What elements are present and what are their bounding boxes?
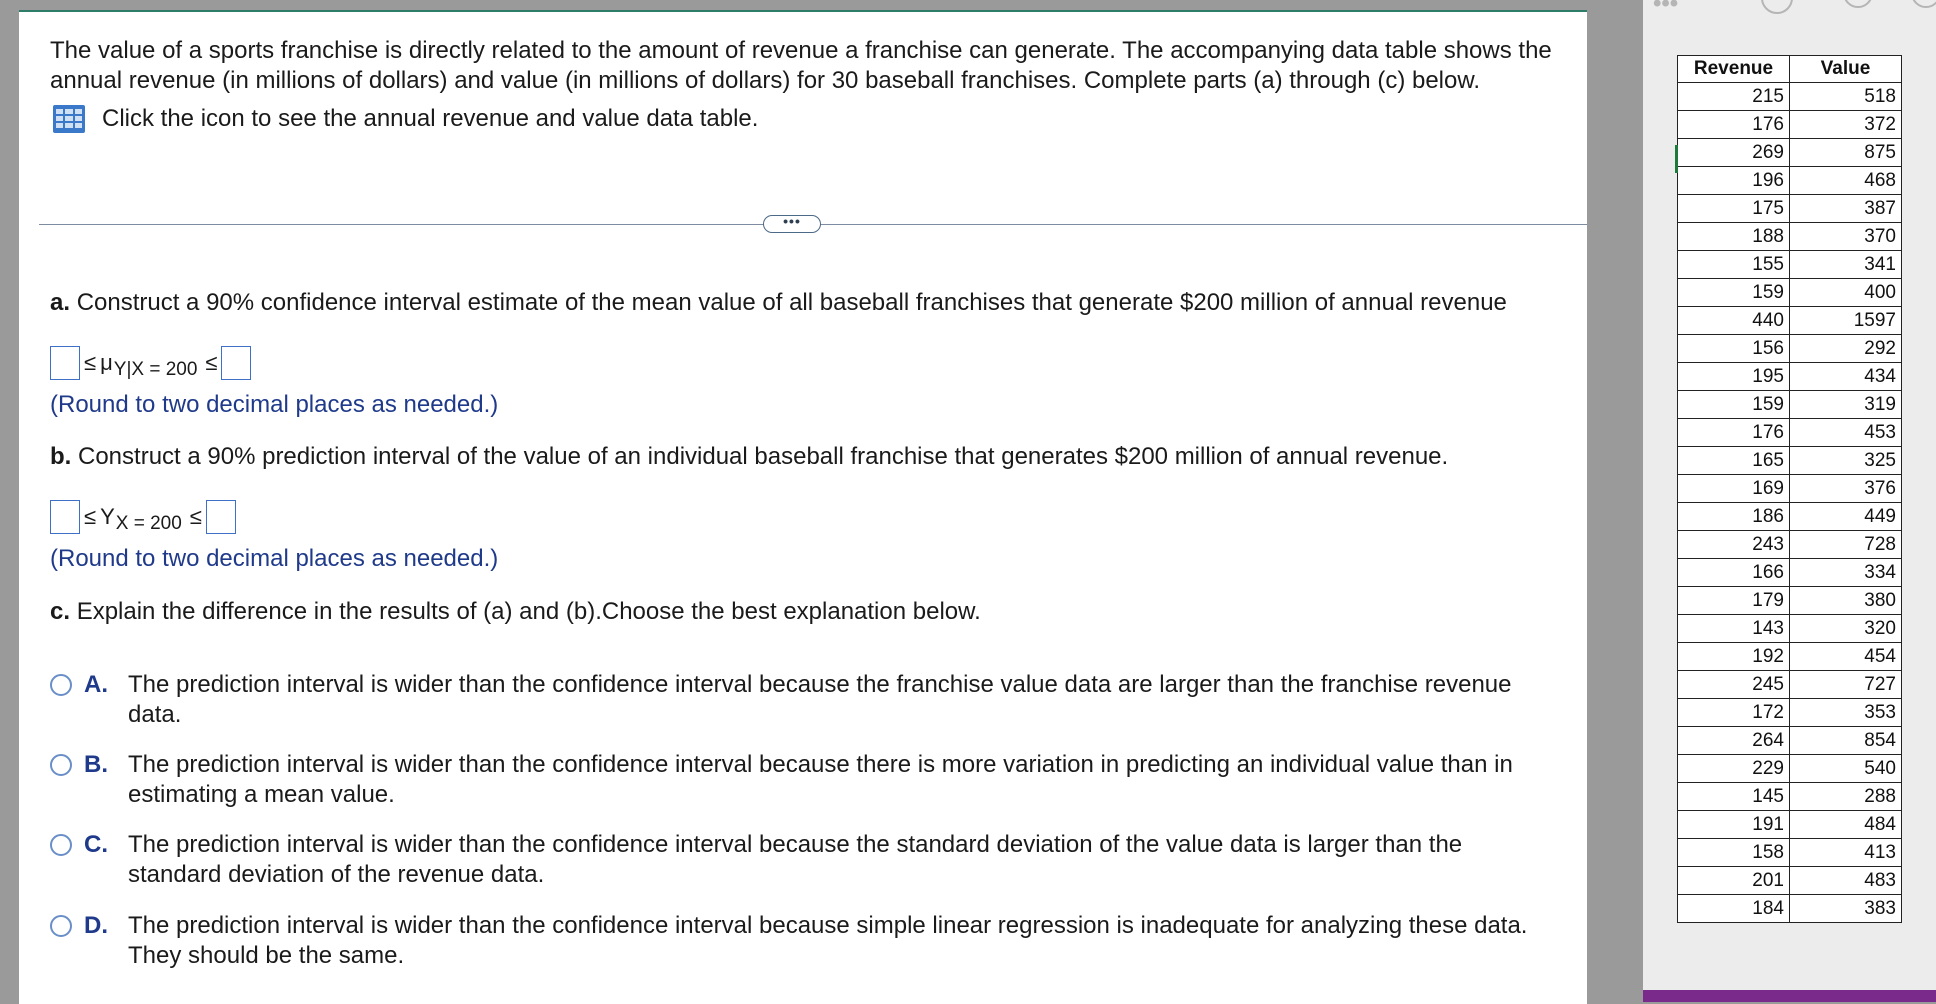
value-cell: 400 (1790, 279, 1902, 307)
option-c-radio[interactable] (50, 834, 72, 856)
revenue-cell: 155 (1678, 251, 1790, 279)
option-d[interactable] (50, 911, 1590, 971)
revenue-cell: 175 (1678, 195, 1790, 223)
part-b-text: Construct a 90% prediction interval of the value of an individual baseball franchise that generates $200 million of annual revenue. (78, 443, 1449, 470)
table-row (1678, 363, 1902, 391)
table-row (1678, 195, 1902, 223)
revenue-cell: 188 (1678, 223, 1790, 251)
value-cell: 325 (1790, 447, 1902, 475)
revenue-cell: 176 (1678, 111, 1790, 139)
option-a-text: The prediction interval is wider than the confidence interval because the franchise value data are larger than the franchise revenue data. (128, 671, 1512, 728)
revenue-cell: 191 (1678, 811, 1790, 839)
part-a-text: Construct a 90% confidence interval estimate of the mean value of all baseball franchises that generate $200 million of annual revenue (76, 289, 1507, 316)
table-row (1678, 223, 1902, 251)
value-cell: 434 (1790, 363, 1902, 391)
value-cell: 320 (1790, 615, 1902, 643)
table-body (1678, 83, 1902, 923)
revenue-cell: 172 (1678, 699, 1790, 727)
table-row (1678, 475, 1902, 503)
selected-row-marker (1675, 145, 1678, 173)
revenue-cell: 229 (1678, 755, 1790, 783)
option-d-text: The prediction interval is wider than the confidence interval because simple linear regression is inadequate for analyzing these data. They should be the same. (128, 912, 1528, 969)
value-cell: 727 (1790, 671, 1902, 699)
option-a-radio[interactable] (50, 674, 72, 696)
table-row (1678, 559, 1902, 587)
revenue-cell: 179 (1678, 587, 1790, 615)
value-cell: 334 (1790, 559, 1902, 587)
option-a-letter: A. (84, 671, 108, 698)
part-b-prompt (50, 442, 1448, 472)
revenue-cell: 165 (1678, 447, 1790, 475)
value-cell: 540 (1790, 755, 1902, 783)
table-row (1678, 391, 1902, 419)
table-row (1678, 587, 1902, 615)
value-cell: 483 (1790, 867, 1902, 895)
table-row (1678, 811, 1902, 839)
value-header: Value (1790, 56, 1902, 83)
part-b-lower-input[interactable] (50, 500, 80, 534)
search-icon[interactable] (1911, 0, 1936, 8)
zoom-icon[interactable] (1843, 0, 1873, 8)
revenue-cell: 184 (1678, 895, 1790, 923)
table-row (1678, 671, 1902, 699)
table-row (1678, 447, 1902, 475)
more-icon[interactable]: ••• (1653, 0, 1679, 17)
part-b-answer-row (50, 497, 236, 537)
table-row (1678, 251, 1902, 279)
value-cell: 370 (1790, 223, 1902, 251)
revenue-cell: 201 (1678, 867, 1790, 895)
option-b-letter: B. (84, 751, 108, 778)
value-cell: 387 (1790, 195, 1902, 223)
part-c-text: Explain the difference in the results of (a) and (b).Choose the best explanation below. (76, 598, 981, 625)
table-row (1678, 783, 1902, 811)
revenue-cell: 166 (1678, 559, 1790, 587)
table-row (1678, 643, 1902, 671)
value-cell: 854 (1790, 727, 1902, 755)
value-cell: 454 (1790, 643, 1902, 671)
revenue-cell: 176 (1678, 419, 1790, 447)
table-link-text[interactable]: Click the icon to see the annual revenue and value data table. (102, 105, 759, 132)
mu-symbol: μ (100, 350, 113, 375)
table-row (1678, 867, 1902, 895)
y-symbol: Y (100, 504, 115, 529)
revenue-cell: 195 (1678, 363, 1790, 391)
revenue-cell: 186 (1678, 503, 1790, 531)
question-intro: The value of a sports franchise is directly related to the amount of revenue a franchise can generate. The accompanying data table shows the annual revenue (in millions of dollars) and value (in millions of dollars) for 30 baseball franchises. Complete parts (a) through (c) below. (50, 37, 1552, 94)
data-table (1677, 55, 1902, 923)
revenue-cell: 192 (1678, 643, 1790, 671)
table-row (1678, 503, 1902, 531)
expand-ellipsis-button[interactable]: ••• (763, 215, 821, 233)
revenue-cell: 159 (1678, 279, 1790, 307)
info-icon[interactable] (1761, 0, 1793, 14)
revenue-cell: 215 (1678, 83, 1790, 111)
part-a-hint: (Round to two decimal places as needed.) (50, 391, 499, 418)
option-c-text: The prediction interval is wider than the confidence interval because the standard deviation of the value data is larger than the standard deviation of the revenue data. (128, 831, 1463, 888)
value-cell: 484 (1790, 811, 1902, 839)
le-symbol: ≤ (189, 504, 202, 529)
le-symbol: ≤ (84, 504, 97, 529)
table-row (1678, 615, 1902, 643)
table-row (1678, 111, 1902, 139)
value-cell: 376 (1790, 475, 1902, 503)
part-a-upper-input[interactable] (221, 346, 251, 380)
y-subscript: X = 200 (115, 513, 182, 534)
table-row (1678, 307, 1902, 335)
value-cell: 468 (1790, 167, 1902, 195)
value-cell: 288 (1790, 783, 1902, 811)
bottom-bar (1643, 990, 1936, 1002)
option-a[interactable] (50, 670, 1590, 730)
value-cell: 292 (1790, 335, 1902, 363)
revenue-cell: 156 (1678, 335, 1790, 363)
revenue-cell: 440 (1678, 307, 1790, 335)
table-row (1678, 167, 1902, 195)
table-row (1678, 531, 1902, 559)
revenue-cell: 243 (1678, 531, 1790, 559)
table-row (1678, 335, 1902, 363)
option-c-letter: C. (84, 831, 108, 858)
revenue-cell: 245 (1678, 671, 1790, 699)
table-row (1678, 279, 1902, 307)
option-d-radio[interactable] (50, 915, 72, 937)
value-cell: 319 (1790, 391, 1902, 419)
revenue-cell: 158 (1678, 839, 1790, 867)
option-b-text: The prediction interval is wider than the confidence interval because there is more variation in predicting an individual value than in estimating a mean value. (128, 751, 1513, 808)
value-cell: 380 (1790, 587, 1902, 615)
option-d-letter: D. (84, 912, 108, 939)
value-cell: 453 (1790, 419, 1902, 447)
value-cell: 518 (1790, 83, 1902, 111)
part-a-label: a. (50, 289, 71, 316)
part-b-upper-input[interactable] (206, 500, 236, 534)
part-a-lower-input[interactable] (50, 346, 80, 380)
value-cell: 413 (1790, 839, 1902, 867)
value-cell: 875 (1790, 139, 1902, 167)
value-cell: 372 (1790, 111, 1902, 139)
le-symbol: ≤ (205, 350, 218, 375)
table-header-row (1678, 56, 1902, 83)
table-row (1678, 727, 1902, 755)
window-gap (1587, 0, 1643, 1002)
revenue-cell: 159 (1678, 391, 1790, 419)
revenue-cell: 169 (1678, 475, 1790, 503)
table-row (1678, 83, 1902, 111)
option-c[interactable] (50, 830, 1590, 890)
table-row (1678, 139, 1902, 167)
table-grid-icon[interactable] (52, 104, 86, 134)
window-toolbar (1643, 0, 1936, 40)
revenue-cell: 264 (1678, 727, 1790, 755)
part-c-label: c. (50, 598, 71, 625)
table-row (1678, 419, 1902, 447)
revenue-cell: 145 (1678, 783, 1790, 811)
value-cell: 449 (1790, 503, 1902, 531)
le-symbol: ≤ (84, 350, 97, 375)
table-row (1678, 699, 1902, 727)
table-link-row[interactable] (52, 102, 758, 136)
option-b-radio[interactable] (50, 754, 72, 776)
part-b-label: b. (50, 443, 72, 470)
mu-subscript: Y|X = 200 (113, 359, 198, 380)
table-row (1678, 755, 1902, 783)
part-a-answer-row (50, 343, 251, 383)
part-c-prompt (50, 597, 981, 627)
value-cell: 1597 (1790, 307, 1902, 335)
revenue-cell: 143 (1678, 615, 1790, 643)
value-cell: 728 (1790, 531, 1902, 559)
value-cell: 383 (1790, 895, 1902, 923)
revenue-header: Revenue (1678, 56, 1790, 83)
table-row (1678, 839, 1902, 867)
data-table-window (1643, 0, 1936, 1002)
revenue-cell: 269 (1678, 139, 1790, 167)
table-row (1678, 895, 1902, 923)
value-cell: 341 (1790, 251, 1902, 279)
part-a-prompt (50, 288, 1507, 318)
question-panel (19, 10, 1587, 1004)
option-b[interactable] (50, 750, 1590, 810)
revenue-cell: 196 (1678, 167, 1790, 195)
value-cell: 353 (1790, 699, 1902, 727)
part-b-hint: (Round to two decimal places as needed.) (50, 545, 499, 572)
